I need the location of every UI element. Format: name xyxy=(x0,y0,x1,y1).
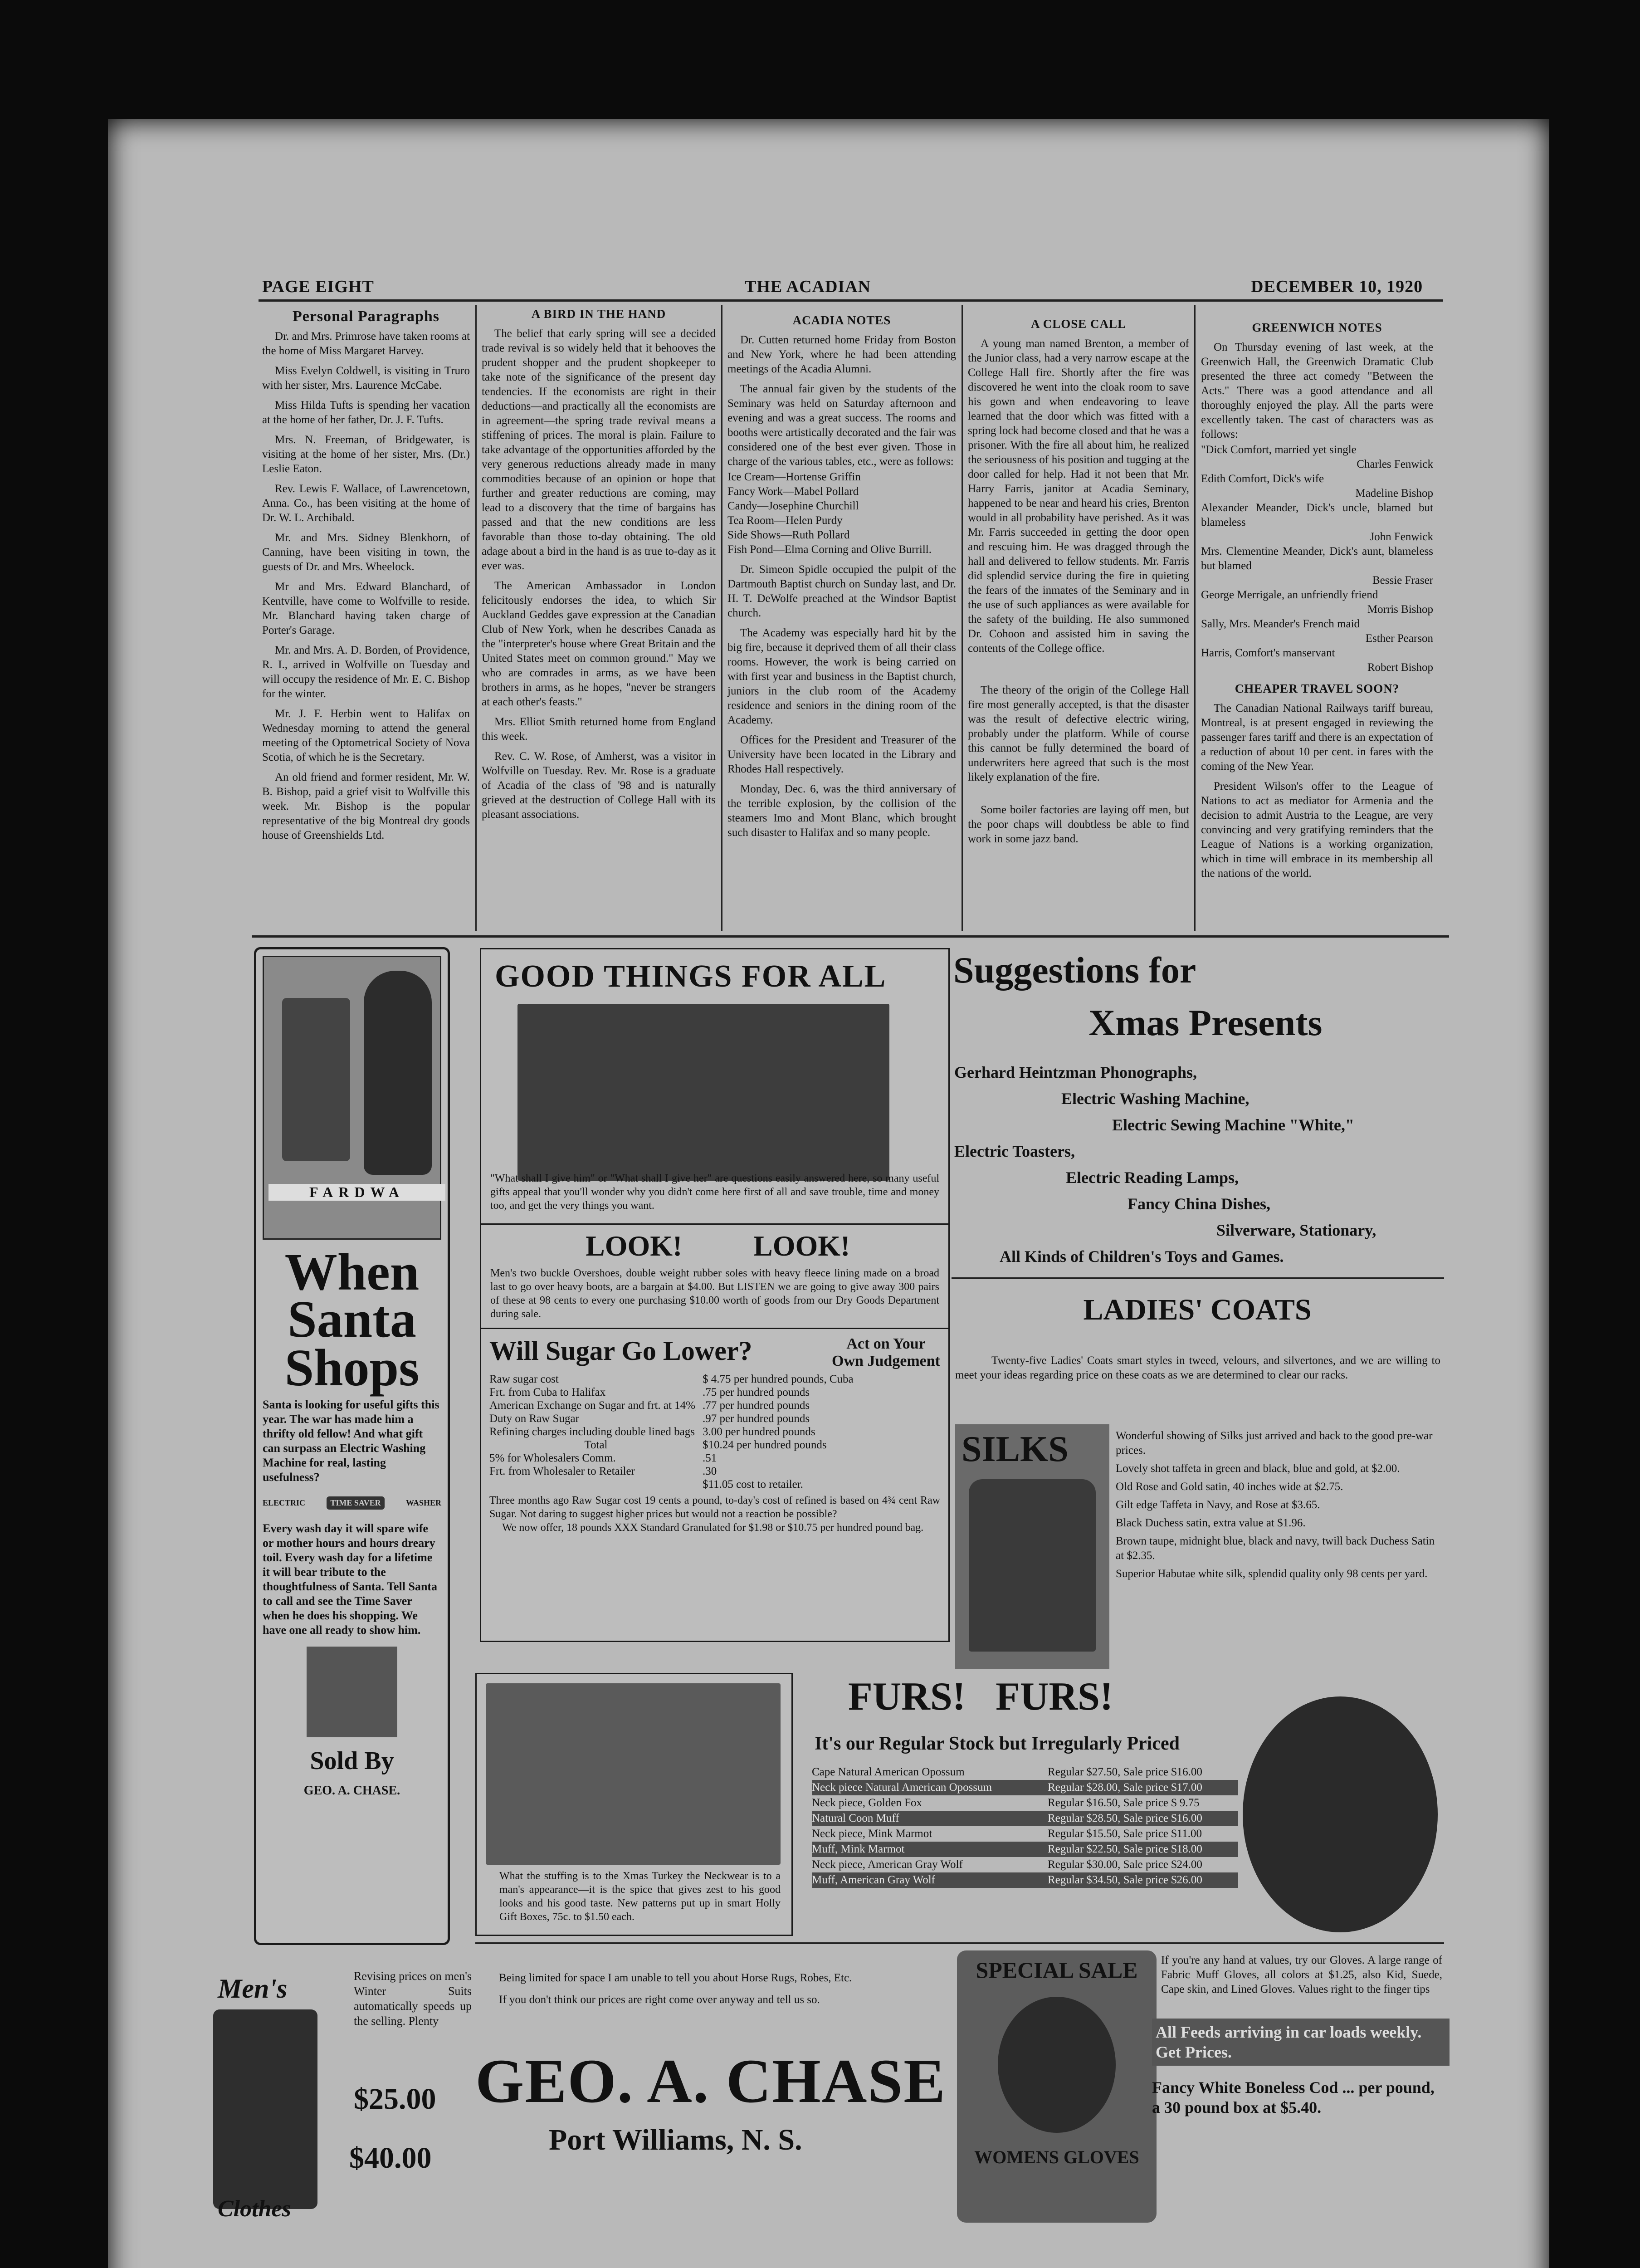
cast-row xyxy=(1201,486,1433,501)
suggestion-item: Electric Sewing Machine "White," xyxy=(1112,1116,1354,1134)
santa-figure xyxy=(364,971,432,1175)
cast-row xyxy=(1201,588,1433,602)
price-high: $40.00 xyxy=(349,2141,432,2175)
column-rule xyxy=(1194,305,1196,931)
list-item: Fish Pond—Elma Corning and Olive Burrill. xyxy=(727,543,932,556)
column-acadia-notes xyxy=(727,313,956,846)
cast-actor: Esther Pearson xyxy=(1365,632,1433,645)
cast-role: Alexander Meander, Dick's uncle, blamed but blameless xyxy=(1201,502,1433,528)
gloves-illustration xyxy=(957,1950,1157,2223)
fur-item: Neck piece Natural American Opossum xyxy=(812,1781,992,1794)
sugar-offer: We now offer, 18 pounds XXX Standard Granulated for $1.98 or $10.75 per hundred pound bag. xyxy=(502,1522,924,1534)
cast-role: Sally, Mrs. Meander's French maid xyxy=(1201,618,1360,630)
washer-illustration xyxy=(282,998,350,1161)
article-paragraph: Offices for the President and Treasurer of the University have been located in the Library and Rhodes Hall respectively. xyxy=(727,734,956,775)
table-row xyxy=(812,1780,1238,1795)
cast-role: "Dick Comfort, married yet single xyxy=(1201,444,1357,456)
fur-price: Regular $30.00, Sale price $24.00 xyxy=(1048,1858,1202,1871)
cast-row xyxy=(1201,472,1433,486)
news-item: An old friend and former resident, Mr. W. B. Bishop, paid a grief visit to Wolfville this week. Mr. Bishop is the popular representative of the big Montreal dry goods house of Greenshields Ltd. xyxy=(262,771,470,841)
column-close-call xyxy=(968,317,1189,852)
news-item: Rev. Lewis F. Wallace, of Lawrencetown, Anna. Co., has been visiting at the home of Dr. W. L. Archibald. xyxy=(262,483,470,524)
cod-notice: Fancy White Boneless Cod ... per pound, a 30 pound box at $5.40. xyxy=(1152,2078,1435,2116)
list-item: Candy—Josephine Churchill xyxy=(727,500,859,512)
suggestion-item: Electric Toasters, xyxy=(954,1142,1075,1160)
column-heading: A BIRD IN THE HAND xyxy=(531,307,666,321)
table-row xyxy=(489,1399,940,1412)
fur-item: Neck piece, American Gray Wolf xyxy=(812,1858,963,1871)
news-item: Mrs. N. Freeman, of Bridgewater, is visiting at the home of her sister, Mrs. (Dr.) Leslie Eaton. xyxy=(262,434,470,475)
table-row xyxy=(812,1826,1238,1842)
list-item: Fancy Work—Mabel Pollard xyxy=(727,485,859,498)
cost-value: $11.05 cost to retailer. xyxy=(703,1478,803,1491)
news-item: Mr. and Mrs. A. D. Borden, of Providence, R. I., arrived in Wolfville on Tuesday and will occupy the residence of Mr. E. C. Bishop for the winter. xyxy=(262,644,470,700)
brand-label: ELECTRIC xyxy=(263,1498,306,1507)
ad-copy: Every wash day it will spare wife or mother hours and hours dreary toil. Every wash day for a lifetime it will bear tribute to the thoughtfulness of Santa. Tell Santa to call and see the Time Saver when he does his shopping. We have one all ready to show him. xyxy=(263,1522,438,1637)
page-number: PAGE EIGHT xyxy=(262,277,374,296)
hardware-sign: FARDWA xyxy=(268,1184,445,1201)
column-heading: GREENWICH NOTES xyxy=(1252,321,1382,334)
table-row xyxy=(489,1386,940,1399)
cast-actor: John Fenwick xyxy=(1370,531,1433,543)
cost-value: 3.00 per hundred pounds xyxy=(703,1426,815,1438)
mens-copy: Revising prices on men's Winter Suits automatically speeds up the selling. Plenty xyxy=(354,1970,472,2028)
fur-price: Regular $28.00, Sale price $17.00 xyxy=(1048,1781,1202,1794)
table-row xyxy=(812,1857,1238,1872)
cost-value: .51 xyxy=(703,1452,717,1464)
cost-value: .75 per hundred pounds xyxy=(703,1386,810,1398)
suggestion-item: Electric Reading Lamps, xyxy=(1066,1168,1239,1187)
suggestion-item: Gerhard Heintzman Phonographs, xyxy=(954,1063,1197,1081)
table-row xyxy=(489,1412,940,1425)
santa-illustration xyxy=(263,956,441,1240)
silk-item: Lovely shot taffeta in green and black, blue and gold, at $2.00. xyxy=(1116,1462,1400,1475)
article-paragraph: President Wilson's offer to the League of Nations to act as mediator for Armenia and the decision to admit Austria to the League, are very convincing and very gratifying reminders that the League of Nations is a working organization, which in time will embrace in its membership all the nations of the world. xyxy=(1201,780,1433,880)
ad-headline-when: When xyxy=(284,1243,420,1301)
chase-note-2: If you don't think our prices are right come over anyway and tell us so. xyxy=(499,1994,820,2006)
article-paragraph: Monday, Dec. 6, was the third anniversary of the terrible explosion, by the collision of the steamers Imo and Mont Blanc, which brought such disaster to Halifax and so many people. xyxy=(727,783,956,839)
column-rule xyxy=(475,305,477,931)
look-headline: LOOK! xyxy=(753,1230,850,1262)
article-paragraph: The American Ambassador in London felicitously endorses the idea, to which Sir Auckland Geddes gave expression at the Canadian Club of New York, when he describes Canada as the "interpreter's house where Great Britain and the United States meet on common ground." May we who are comrades in arms, as we have been brothers in arms, as he hopes, "never be strangers at each other's feasts." xyxy=(482,580,716,708)
article-paragraph: The belief that early spring will see a decided trade revival is so widely held that it behooves the prudent shopper and the prudent shopkeeper to take note of the significance of the present day tendencies. If the economists are right in their deductions—and practically all the economists are in agreement—the spring trade revival means a stiffening of prices. The moral is plain. Failure to take advantage of the opportunities afforded by the very generous reductions already made in many commodities because of an opinion or hope that further and greater reductions are coming, may lead to a discovery that the time of bargains has passed and that the new conditions are less favorable than those to-day obtaining. The old adage about a bird in the hand is as true to-day as it ever was. xyxy=(482,327,716,572)
cast-row xyxy=(1201,602,1433,617)
sugar-copy: Three months ago Raw Sugar cost 19 cents a pound, to-day's cost of refined is based on 4¾ cent Raw Sugar. Not daring to suggest higher prices but would not a reaction be possible? xyxy=(489,1495,940,1520)
fur-item: Neck piece, Golden Fox xyxy=(812,1797,922,1809)
cast-row xyxy=(1201,573,1433,588)
silk-item: Brown taupe, midnight blue, black and navy, twill back Duchess Satin at $2.35. xyxy=(1116,1535,1435,1562)
column-rule xyxy=(962,305,963,931)
fur-price: Regular $16.50, Sale price $ 9.75 xyxy=(1048,1797,1200,1809)
silk-item: Black Duchess satin, extra value at $1.96. xyxy=(1116,1517,1306,1529)
cost-label xyxy=(489,1478,703,1491)
column-rule xyxy=(721,305,722,931)
washer-ad xyxy=(254,947,450,1945)
column-heading: ACADIA NOTES xyxy=(792,313,891,327)
article-paragraph: The Canadian National Railways tariff bureau, Montreal, is at present engaged in reviewing the passenger fares tariff and there is an expectation of a reduction of about 10 per cent. in fares with the coming of the New Year. xyxy=(1201,702,1433,772)
suggestion-item: Electric Washing Machine, xyxy=(1061,1090,1250,1108)
good-things-title: GOOD THINGS FOR ALL xyxy=(495,959,887,994)
silks-list xyxy=(1116,1429,1440,1585)
news-item: Mr. and Mrs. Sidney Blenkhorn, of Canning, have been visiting in town, the guests of Dr. and Mrs. Wheelock. xyxy=(262,532,470,573)
table-row xyxy=(489,1452,940,1465)
store-location: Port Williams, N. S. xyxy=(549,2123,802,2156)
feeds-notice: All Feeds arriving in car loads weekly. Get Prices. xyxy=(1152,2019,1450,2066)
cost-value: .77 per hundred pounds xyxy=(703,1399,810,1412)
suggestion-item: Silverware, Stationary, xyxy=(1216,1221,1376,1239)
cost-label: Raw sugar cost xyxy=(489,1373,559,1385)
fur-price: Regular $28.50, Sale price $16.00 xyxy=(1048,1812,1202,1824)
suit-illustration xyxy=(213,2009,317,2209)
article-paragraph: A young man named Brenton, a member of the Junior class, had a very narrow escape at the College Hall fire. Shortly after the fire was discovered he went into the cloak room to save his gown and when endeavoring to leave learned that the door which was fitted with a spring lock had become closed and that he was a prisoner. With the fire all about him, he realized the seriousness of his position and tugging at the door called for help. Had it not been that Mr. Harry Farris, janitor at Acadia Seminary, happened to be near and heard his cries, Brenton would in all probability have perished. As it was Mr. Farris succeeded in getting the door open and rescuing him. He was dragged through the hall and delivered to fellow students. Mr. Farris did splendid service during the fire in quieting the fears of the inmates of the Seminary and in the use of such appliances as were available for the safety of the building. He also summoned Dr. Cohoon and assisted him in saving the contents of the College office. xyxy=(968,337,1189,655)
table-row xyxy=(812,1795,1238,1811)
ad-copy: Santa is looking for useful gifts this year. The war has made him a thrifty old fellow! And what gift can surpass an Electric Washing Machine for real, lasting usefulness? xyxy=(263,1398,439,1484)
fur-item: Natural Coon Muff xyxy=(812,1812,899,1824)
brand-label: WASHER xyxy=(405,1498,441,1507)
silk-item: Gilt edge Taffeta in Navy, and Rose at $3.65. xyxy=(1116,1499,1320,1511)
fur-price: Regular $22.50, Sale price $18.00 xyxy=(1048,1843,1202,1855)
silks-title: SILKS xyxy=(962,1429,1069,1469)
furs-title: FURS! FURS! xyxy=(848,1675,1113,1719)
list-item: Side Shows—Ruth Pollard xyxy=(727,529,850,541)
suggestions-title-2: Xmas Presents xyxy=(1088,1002,1323,1043)
coats-title: LADIES' COATS xyxy=(1083,1293,1312,1326)
fur-lady-illustration xyxy=(1243,1696,1438,1932)
washer-woman-illustration xyxy=(307,1647,397,1737)
gloves-copy: If you're any hand at values, try our Gloves. A large range of Fabric Muff Gloves, all colors at $1.25, also Kid, Suede, Cape skin, and Lined Gloves. Values right to the finger tips xyxy=(1161,1954,1442,1995)
silk-item: Wonderful showing of Silks just arrived and back to the good pre-war prices. xyxy=(1116,1430,1433,1457)
section-rule xyxy=(475,1942,1444,1944)
fur-item: Muff, American Gray Wolf xyxy=(812,1874,935,1886)
neckties-illustration xyxy=(486,1683,781,1865)
column-greenwich-notes xyxy=(1201,320,1433,886)
fur-price: Regular $27.50, Sale price $16.00 xyxy=(1048,1766,1202,1778)
cast-actor: Bessie Fraser xyxy=(1372,574,1433,587)
brand-logo: TIME SAVER xyxy=(327,1496,384,1510)
sold-by: Sold By xyxy=(310,1747,394,1775)
column-bird-in-hand xyxy=(482,307,716,827)
table-row xyxy=(489,1465,940,1478)
overshoes-copy: Men's two buckle Overshoes, double weight rubber soles with heavy fleece lining made on a broad last to go over heavy boots, are a bargain at $4.00. But LISTEN we are going to give away 300 pairs of these at 98 cents to every one purchasing $10.00 worth of goods from our Dry Goods Department during sale. xyxy=(490,1267,939,1320)
cast-actor: Madeline Bishop xyxy=(1355,487,1433,499)
cast-actor: Charles Fenwick xyxy=(1357,458,1433,470)
coats-copy: Twenty-five Ladies' Coats smart styles in tweed, velours, and silvertones, and we are willing to meet your ideas regarding price on these coats as we are determined to clear our racks. xyxy=(955,1354,1440,1381)
list-item: Ice Cream—Hortense Griffin xyxy=(727,471,861,483)
cost-value: $10.24 per hundred pounds xyxy=(703,1439,827,1451)
table-row xyxy=(489,1425,940,1438)
article-paragraph: Dr. Cutten returned home Friday from Boston and New York, where he had been attending meetings of the Acadia Alumni. xyxy=(727,334,956,375)
neckwear-copy: What the stuffing is to the Xmas Turkey the Neckwear is to a man's appearance—it is the spice that gives zest to his good looks and his good taste. New patterns put up in smart Holly Gift Boxes, 75c. to $1.50 each. xyxy=(499,1870,781,1923)
article-paragraph: On Thursday evening of last week, at the Greenwich Hall, the Greenwich Dramatic Club presented the three act comedy "Between the Acts." There was a good attendance and all thoroughly enjoyed the play. All the parts were excellently taken. The cast of characters was as follows: xyxy=(1201,341,1433,440)
cost-label: Frt. from Wholesaler to Retailer xyxy=(489,1465,635,1477)
fur-price: Regular $15.50, Sale price $11.00 xyxy=(1048,1828,1202,1840)
table-row xyxy=(812,1872,1238,1888)
fireplace-illustration xyxy=(517,1004,889,1181)
cast-role: George Merrigale, an unfriendly friend xyxy=(1201,589,1378,601)
issue-date: DECEMBER 10, 1920 xyxy=(1251,277,1423,296)
news-item: Miss Hilda Tufts is spending her vacation at the home of her father, Dr. J. F. Tufts. xyxy=(262,399,470,426)
clothes-label: Clothes xyxy=(218,2196,291,2222)
table-row xyxy=(489,1438,940,1452)
furs-subtitle: It's our Regular Stock but Irregularly Priced xyxy=(815,1733,1180,1754)
silk-item: Old Rose and Gold satin, 40 inches wide at $2.75. xyxy=(1116,1481,1343,1493)
cost-value: .97 per hundred pounds xyxy=(703,1413,810,1425)
cast-row xyxy=(1201,617,1433,631)
masthead-rule xyxy=(259,299,1443,302)
cost-label: Frt. from Cuba to Halifax xyxy=(489,1386,606,1398)
subhead-line: Own Judgement xyxy=(832,1353,940,1369)
article-paragraph: Some boiler factories are laying off men, but the poor chaps will doubtless be able to find work in some jazz band. xyxy=(968,804,1189,845)
ad-headline-shops: Shops xyxy=(284,1339,420,1397)
list-item: Tea Room—Helen Purdy xyxy=(727,514,843,527)
cast-row xyxy=(1201,501,1433,530)
silks-illustration xyxy=(955,1424,1109,1669)
chase-note-1: Being limited for space I am unable to tell you about Horse Rugs, Robes, Etc. xyxy=(499,1972,852,1984)
look-headline: LOOK! xyxy=(586,1230,683,1262)
column-heading: CHEAPER TRAVEL SOON? xyxy=(1235,682,1400,695)
dealer-name: GEO. A. CHASE. xyxy=(303,1784,400,1798)
mens-title: Men's xyxy=(218,1974,288,2004)
furs-price-table xyxy=(812,1765,1238,1888)
cost-label: Refining charges including double lined bags xyxy=(489,1426,695,1438)
cast-actor: Robert Bishop xyxy=(1367,661,1433,674)
cost-label: 5% for Wholesalers Comm. xyxy=(489,1452,616,1464)
neckwear-ad xyxy=(475,1673,793,1936)
article-paragraph: The Academy was especially hard hit by the big fire, because it deprived them of all their class rooms. However, the work is being carried on with first year and business in the Baptist church, juniors in the club room of the Academy residence and seniors in the dining room of the Academy. xyxy=(727,627,956,726)
paper-title: THE ACADIAN xyxy=(745,277,871,296)
suggestions-title-1: Suggestions for xyxy=(953,949,1196,991)
ad-headline-santa: Santa xyxy=(288,1290,416,1349)
article-paragraph: The annual fair given by the students of the Seminary was held on Saturday afternoon and evening and was a great success. The rooms and booths were artistically decorated and the fair was considered one of the best ever given. Those in charge of the various tables, etc., were as follows: xyxy=(727,383,956,468)
cast-role: Harris, Comfort's manservant xyxy=(1201,647,1335,659)
column-heading: A CLOSE CALL xyxy=(1030,317,1127,331)
sugar-cost-table xyxy=(489,1373,940,1491)
cast-role: Mrs. Clementine Meander, Dick's aunt, blameless but blamed xyxy=(1201,545,1433,572)
article-paragraph: Dr. Simeon Spidle occupied the pulpit of the Dartmouth Baptist church on Sunday last, and Dr. H. T. DeWolfe preached at the Windsor Baptist church. xyxy=(727,563,956,619)
cast-row xyxy=(1201,660,1433,675)
fur-price: Regular $34.50, Sale price $26.00 xyxy=(1048,1874,1202,1886)
cast-row xyxy=(1201,457,1433,472)
sugar-ad xyxy=(480,1329,950,1642)
suggestion-item: All Kinds of Children's Toys and Games. xyxy=(1000,1247,1284,1266)
fur-item: Neck piece, Mink Marmot xyxy=(812,1828,932,1840)
price-low: $25.00 xyxy=(354,2082,436,2116)
news-item: Dr. and Mrs. Primrose have taken rooms at the home of Miss Margaret Harvey. xyxy=(262,330,470,357)
fur-item: Cape Natural American Opossum xyxy=(812,1766,965,1778)
table-row xyxy=(812,1765,1238,1780)
cost-label: Duty on Raw Sugar xyxy=(489,1413,579,1425)
cast-role: Edith Comfort, Dick's wife xyxy=(1201,473,1324,485)
store-name: GEO. A. CHASE xyxy=(475,2046,947,2116)
fur-item: Muff, Mink Marmot xyxy=(812,1843,905,1855)
section-rule xyxy=(952,1277,1444,1279)
silk-item: Superior Habutae white silk, splendid quality only 98 cents per yard. xyxy=(1116,1568,1428,1580)
cost-label: Total xyxy=(584,1439,608,1451)
news-item: Miss Evelyn Coldwell, is visiting in Truro with her sister, Mrs. Laurence McCabe. xyxy=(262,365,470,391)
table-row xyxy=(812,1811,1238,1826)
table-row xyxy=(489,1373,940,1386)
washer-brand xyxy=(263,1496,441,1510)
good-things-copy: "What shall I give him" or "What shall I give her" are questions easily answered here, so many useful gifts appeal that you'll wonder why you didn't come here first of all and save trouble, time and money too, and get the very things you want. xyxy=(490,1173,939,1212)
column-personal-paragraphs xyxy=(262,309,470,848)
news-item: Mr and Mrs. Edward Blanchard, of Kentville, have come to Wolfville to reside. Mr. Blanchard having taken charge of Porter's Garage. xyxy=(262,581,470,636)
article-paragraph: The theory of the origin of the College Hall fire most generally accepted, is that the disaster was the result of defective electric wiring, probably under the platform. While of course this cannot be fully determined the board of underwriters here agreed that such is the most likely explanation of the fire. xyxy=(968,684,1189,783)
cast-actor: Morris Bishop xyxy=(1367,603,1433,616)
fabric-drape-illustration xyxy=(969,1479,1096,1652)
special-sale-banner: SPECIAL SALE xyxy=(976,1957,1138,1983)
section-rule xyxy=(252,935,1449,938)
subhead-line: Act on Your xyxy=(846,1335,926,1352)
news-item: Mr. J. F. Herbin went to Halifax on Wednesday morning to attend the general meeting of the Optometrical Society of Nova Scotia, of which he is the Secretary. xyxy=(262,708,470,763)
gloves-label: WOMENS GLOVES xyxy=(974,2147,1139,2167)
cast-row xyxy=(1201,443,1433,457)
cast-row xyxy=(1201,631,1433,646)
table-row xyxy=(812,1842,1238,1857)
article-paragraph: Rev. C. W. Rose, of Amherst, was a visitor in Wolfville on Tuesday. Rev. Mr. Rose is a graduate of Acadia of the class of '98 and is naturally grieved at the destruction of College Hall with its pleasant associations. xyxy=(482,750,716,821)
sugar-headline: Will Sugar Go Lower? xyxy=(489,1336,752,1366)
cast-row xyxy=(1201,544,1433,573)
cost-value: $ 4.75 per hundred pounds, Cuba xyxy=(703,1373,854,1385)
sugar-subhead xyxy=(832,1335,940,1370)
cost-value: .30 xyxy=(703,1465,717,1477)
cost-label: American Exchange on Sugar and frt. at 14% xyxy=(489,1399,696,1412)
good-things-ad xyxy=(480,948,950,1225)
cast-row xyxy=(1201,646,1433,660)
suggestion-item: Fancy China Dishes, xyxy=(1128,1195,1271,1213)
mens-clothes-ad xyxy=(136,1969,472,2223)
woman-portrait-illustration xyxy=(998,1997,1116,2133)
article-paragraph: Mrs. Elliot Smith returned home from England this week. xyxy=(482,716,716,743)
cast-row xyxy=(1201,530,1433,544)
column-heading: Personal Paragraphs xyxy=(292,308,440,325)
overshoes-ad xyxy=(480,1225,950,1329)
table-row xyxy=(489,1478,940,1491)
